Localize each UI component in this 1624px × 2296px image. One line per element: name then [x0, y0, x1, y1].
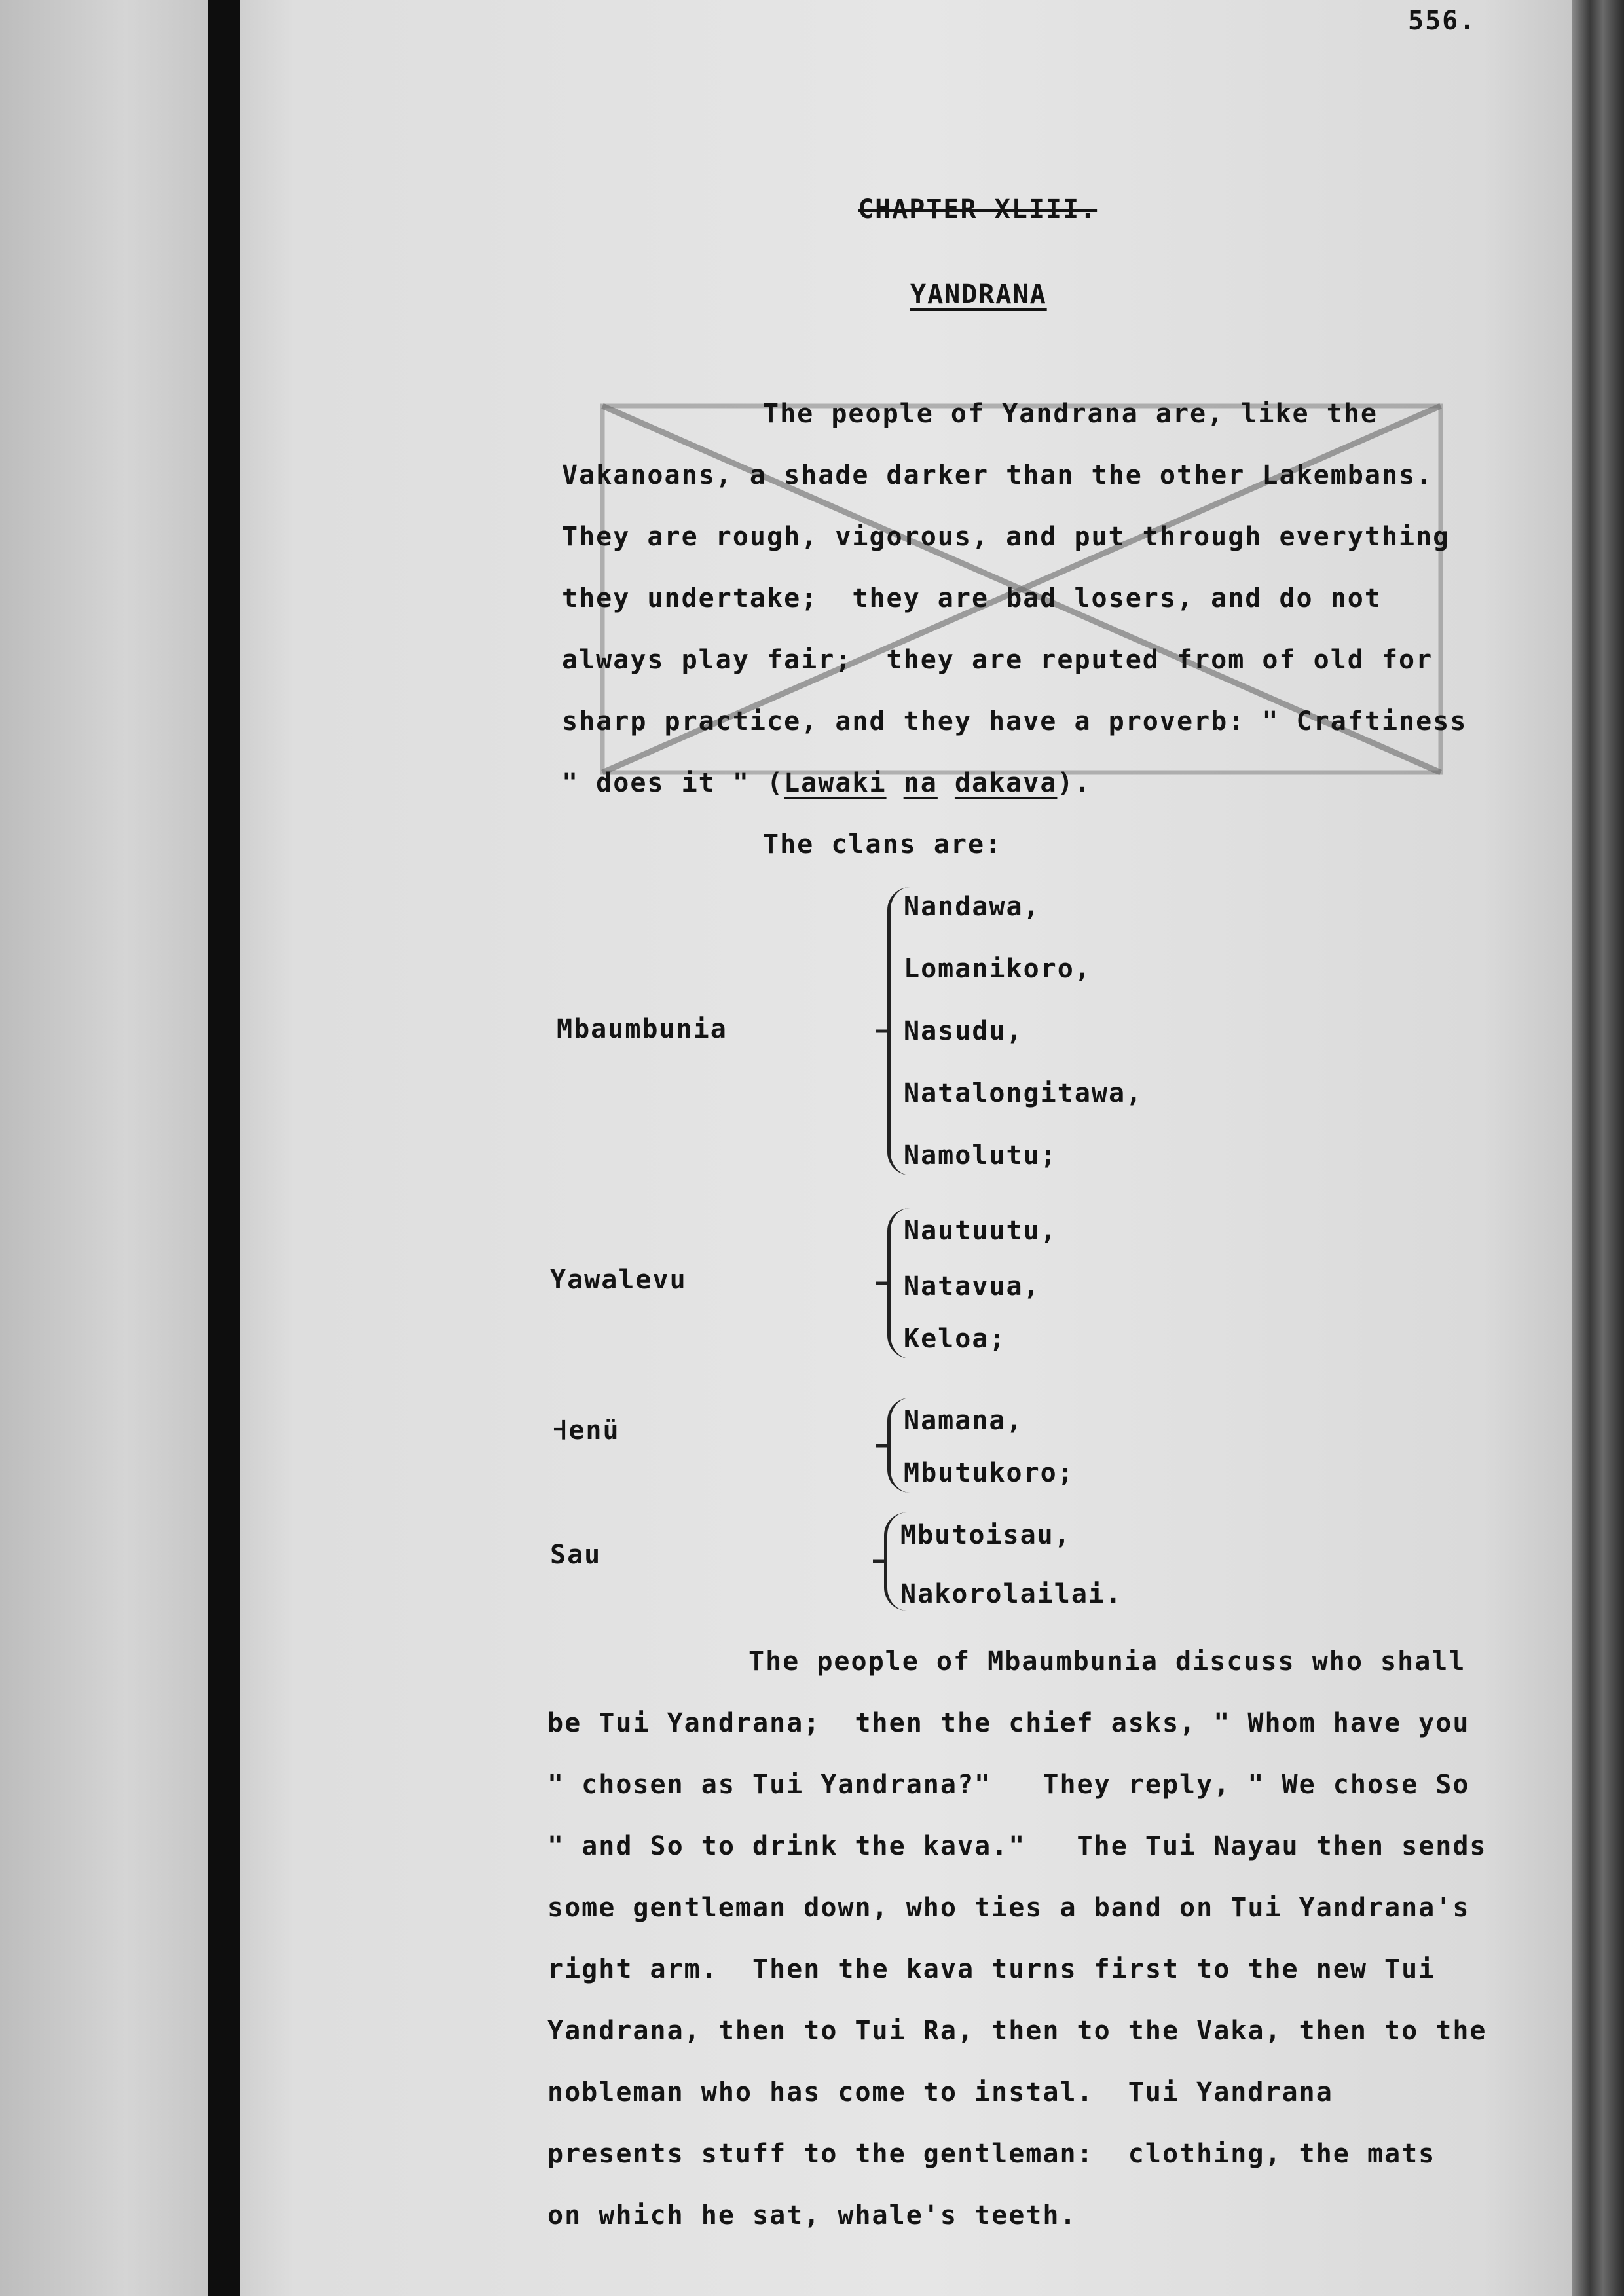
paragraph-line: right arm. Then the kava turns first to the new Tui [547, 1954, 1436, 1984]
paragraph-line: " and So to drink the kava." The Tui Nayau then sends [547, 1831, 1487, 1861]
clan-name: Lomanikoro, [904, 954, 1092, 984]
paragraph-line: The people of Yandrana are, like the [763, 399, 1378, 429]
paragraph-line: Yandrana, then to Tui Ra, then to the Vaka, then to the [547, 2016, 1487, 2046]
paragraph-line: always play fair; they are reputed from of old for [562, 645, 1433, 675]
proverb-line [562, 770, 1092, 796]
proverb-word: Lawaki [784, 768, 887, 798]
clan-name: Nakorolailai. [900, 1579, 1123, 1609]
clan-group-name: Mbaumbunia [557, 1014, 728, 1044]
document-title: YANDRANA [910, 280, 1047, 310]
paragraph-line: Vakanoans, a shade darker than the other Lakembans. [562, 460, 1433, 490]
paragraph-line: be Tui Yandrana; then the chief asks, " Whom have you [547, 1708, 1470, 1738]
clan-name: Namana, [904, 1406, 1024, 1436]
page-number: 556. [1408, 6, 1477, 36]
paragraph-line: They are rough, vigorous, and put through everything [562, 522, 1450, 552]
clan-name: Nasudu, [904, 1016, 1024, 1046]
clan-name: Namolutu; [904, 1140, 1058, 1171]
paragraph-line: presents stuff to the gentleman: clothing, the mats [547, 2139, 1436, 2169]
paragraph-line: they undertake; they are bad losers, and do not [562, 583, 1382, 613]
binding-shadow [208, 0, 240, 2296]
proverb-word: dakava [954, 768, 1058, 798]
clan-group-name: Sau [550, 1540, 602, 1570]
left-margin [0, 0, 210, 2296]
chapter-heading: CHAPTER XLIII. [858, 194, 1098, 225]
paragraph-line: some gentleman down, who ties a band on Tui Yandrana's [547, 1893, 1470, 1923]
clan-group-name: Ꟶenü [553, 1415, 620, 1446]
proverb-suffix: ). [1057, 768, 1092, 798]
clan-group-name: Yawalevu [550, 1265, 687, 1295]
paragraph-line: " chosen as Tui Yandrana?" They reply, " We chose So [547, 1770, 1470, 1800]
clan-name: Natavua, [904, 1271, 1041, 1302]
clan-name: Nandawa, [904, 892, 1041, 922]
page-edge [1572, 0, 1624, 2296]
clan-name: Mbutukoro; [904, 1458, 1075, 1488]
paragraph-line: The people of Mbaumbunia discuss who shall [748, 1647, 1466, 1677]
proverb-prefix: " does it " ( [562, 768, 784, 798]
clans-intro: The clans are: [763, 829, 1003, 860]
paragraph-line: on which he sat, whale's teeth. [547, 2200, 1077, 2231]
paragraph-line: sharp practice, and they have a proverb: " Craftiness [562, 706, 1467, 737]
proverb-word: na [903, 768, 938, 798]
clan-name: Natalongitawa, [904, 1078, 1143, 1108]
clan-name: Nautuutu, [904, 1216, 1058, 1246]
clan-name: Mbutoisau, [900, 1520, 1071, 1550]
paragraph-line: nobleman who has come to instal. Tui Yandrana [547, 2077, 1333, 2107]
clan-name: Keloa; [904, 1324, 1006, 1354]
